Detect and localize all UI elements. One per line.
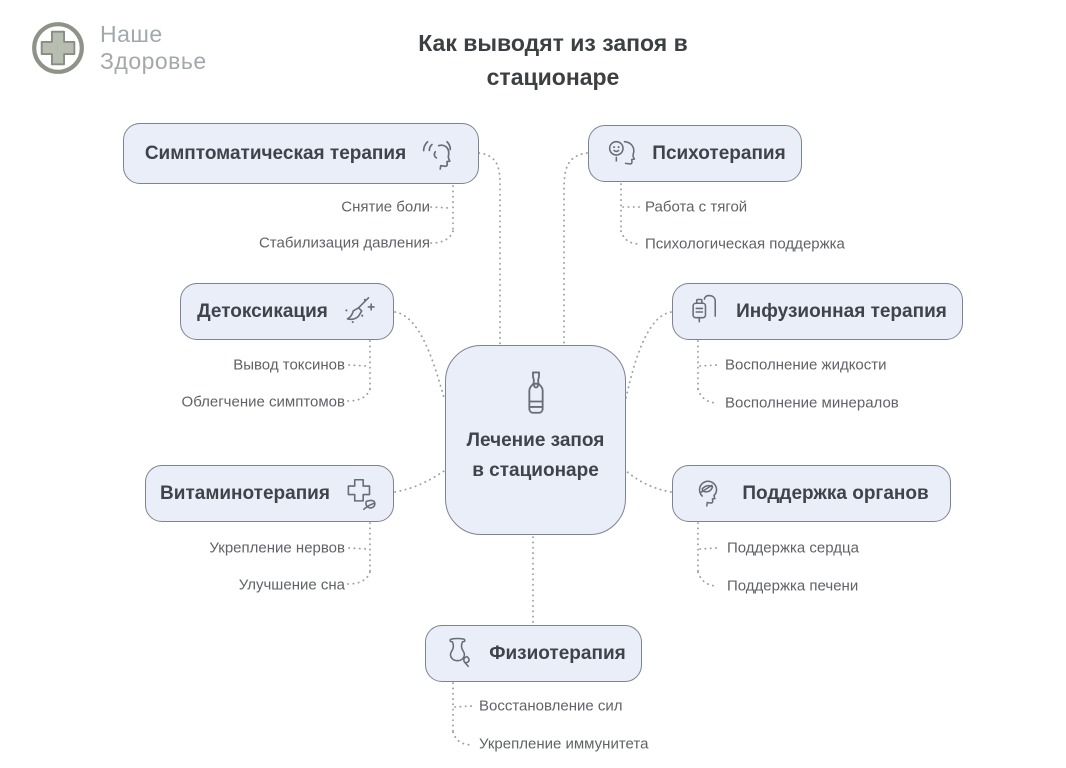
branch-label: Детоксикация — [197, 300, 328, 322]
child-label-fluid-replenishment: Восполнение жидкости — [725, 356, 887, 374]
medical-cross-logo-icon — [30, 20, 86, 76]
vitamin-cross-leaf-icon — [341, 475, 379, 513]
branch-box-infusion-therapy — [672, 283, 963, 340]
physiotherapy-jar-icon — [441, 635, 478, 672]
pain-relief-icon — [417, 134, 457, 174]
branch-box-psychotherapy — [588, 125, 802, 182]
branch-label: Инфузионная терапия — [736, 300, 947, 322]
center-node-label: Лечение запоя в стационаре — [466, 430, 605, 482]
detox-broom-icon — [339, 293, 377, 331]
branch-label: Симптоматическая терапия — [144, 142, 407, 164]
child-label-psychological-support: Психологическая поддержка — [645, 235, 845, 253]
child-label-sleep-improvement: Улучшение сна — [238, 576, 345, 594]
logo — [30, 20, 207, 76]
child-label-immunity-strengthening: Укрепление иммунитета — [479, 735, 649, 753]
branch-box-organ-support — [672, 465, 951, 522]
logo-text — [100, 21, 207, 75]
child-label-strength-recovery: Восстановление сил — [479, 697, 623, 715]
child-label-mineral-replenishment: Восполнение минералов — [725, 394, 899, 412]
child-label-liver-support: Поддержка печени — [727, 577, 859, 595]
child-label-craving-work: Работа с тягой — [645, 198, 748, 216]
child-label-heart-support: Поддержка сердца — [727, 539, 859, 557]
branch-label: Физиотерапия — [489, 642, 626, 664]
child-label-nerve-strengthening: Укрепление нервов — [209, 539, 345, 557]
branch-label: Витаминотерапия — [160, 482, 330, 504]
center-node — [445, 345, 626, 535]
psychotherapy-head-icon — [604, 135, 641, 172]
logo-line-2: Здоровье — [100, 48, 207, 74]
bottle-icon — [520, 370, 552, 416]
child-label-toxin-removal: Вывод токсинов — [233, 356, 345, 374]
branch-box-symptomatic-therapy — [123, 123, 479, 184]
logo-line-1: Наше — [100, 20, 163, 47]
organ-support-head-icon — [694, 475, 731, 512]
branch-label: Поддержка органов — [742, 482, 929, 504]
child-label-pain-relief: Снятие боли — [341, 198, 430, 216]
branch-label: Психотерапия — [652, 142, 786, 164]
branch-box-physiotherapy — [425, 625, 642, 682]
child-label-symptom-relief: Облегчение симптомов — [181, 393, 345, 411]
branch-box-detoxification — [180, 283, 394, 340]
page-title: Как выводят из запоя в стационаре — [418, 30, 688, 90]
branch-box-vitamin-therapy — [145, 465, 394, 522]
iv-drip-icon — [688, 293, 725, 330]
child-label-pressure-stabilization: Стабилизация давления — [258, 234, 430, 252]
